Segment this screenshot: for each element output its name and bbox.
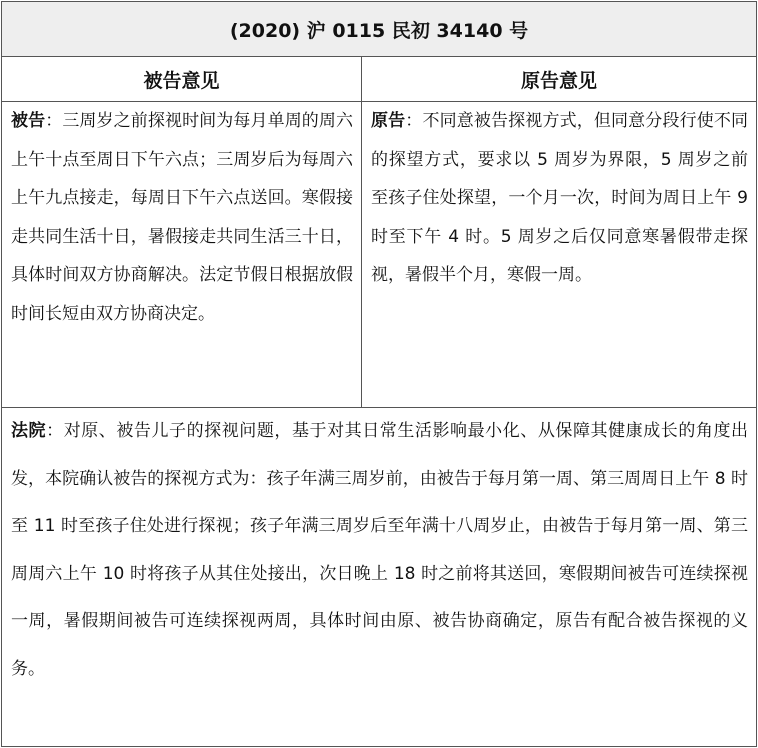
plaintiff-colon: ： <box>405 111 423 131</box>
case-number-header <box>1 1 757 57</box>
defendant-header-label: 被告意见 <box>143 69 220 92</box>
plaintiff-opinion-text: 不同意被告探视方式，但同意分段行使不同的探望方式，要求以 5 周岁为界限，5 周岁之前至孩子住处探望，一个月一次，时间为周日上午 9 时至下午 4 时。5 周岁之后仅同意寒暑假带走探视，暑假半个月，寒假一周。 <box>371 111 749 285</box>
court-lead: 法院 <box>11 421 47 441</box>
court-ruling-text: 对原、被告儿子的探视问题，基于对其日常生活影响最小化、从保障其健康成长的角度出发，本院确认被告的探视方式为：孩子年满三周岁前，由被告于每月第一周、第三周周日上午 8 时至 11 时至孩子住处进行探视；孩子年满三周岁后至年满十八周岁止，由被告于每月第一周、第三周周六上午 10 时将孩子从其住处接出，次日晚上 18 时之前将其送回，寒假期间被告可连续探视一周，暑假期间被告可连续探视两周，具体时间由原、被告协商确定，原告有配合被告探视的义务。 <box>11 421 749 679</box>
plaintiff-opinion-cell <box>361 101 757 408</box>
defendant-colon: ： <box>45 111 63 131</box>
defendant-opinion-text: 三周岁之前探视时间为每月单周的周六上午十点至周日下午六点；三周岁后为每周六上午九点接走，每周日下午六点送回。寒假接走共同生活十日，暑假接走共同生活三十日，具体时间双方协商解决。法定节假日根据放假时间长短由双方协商决定。 <box>11 111 354 324</box>
defendant-lead: 被告 <box>11 111 46 131</box>
plaintiff-header-label: 原告意见 <box>520 69 597 92</box>
case-number: (2020) 沪 0115 民初 34140 号 <box>229 19 529 42</box>
defendant-column-header <box>1 56 362 102</box>
plaintiff-column-header <box>361 56 757 102</box>
court-colon: ： <box>46 421 64 441</box>
court-ruling-cell <box>1 407 757 747</box>
defendant-opinion-cell <box>1 101 362 408</box>
plaintiff-lead: 原告 <box>371 111 406 131</box>
